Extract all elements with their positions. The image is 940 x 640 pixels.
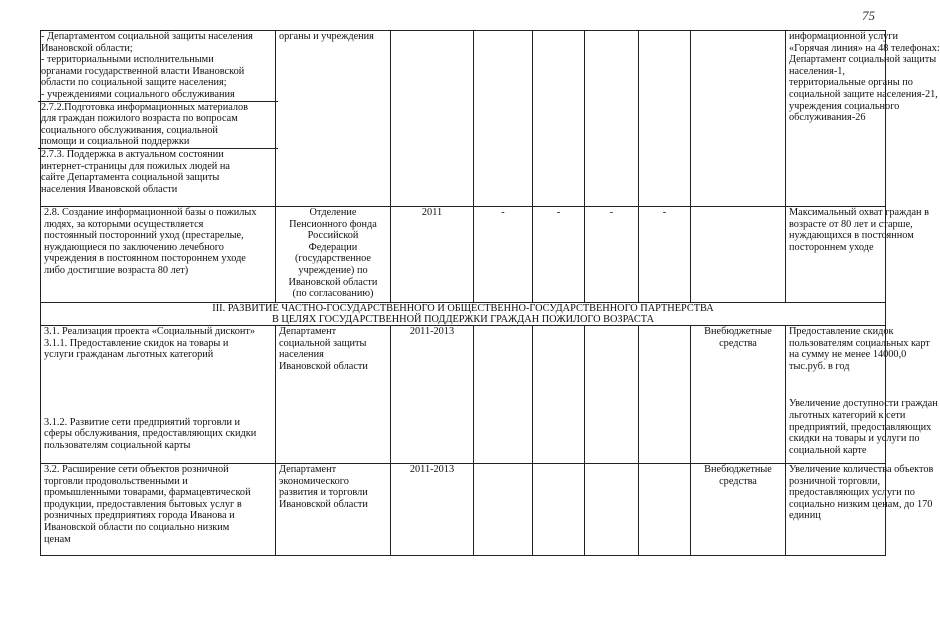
text-line: обслуживания-26 <box>789 112 866 124</box>
text-line: возрасте от 80 лет и старше, <box>789 218 913 230</box>
row2-source-cell <box>691 207 786 303</box>
row1-fund-cell-2 <box>533 31 585 207</box>
text-line: социального обслуживания, социальной <box>41 124 218 136</box>
text-line: социально низким ценам, до 170 <box>789 498 933 510</box>
table-row <box>41 326 886 464</box>
sub-block-2-7-2 <box>38 101 278 148</box>
text-line: Увеличение доступности граждан <box>789 398 938 410</box>
text-line: социальной карте <box>789 444 867 456</box>
text-line: сферы обслуживания, предоставляющих скидки <box>44 428 257 440</box>
text-line: (по согласованию) <box>292 288 374 300</box>
text-line: Максимальный охват граждан в <box>789 207 929 218</box>
row2-fund-cell-1: - <box>474 207 533 303</box>
row1-fund-cell-3 <box>585 31 639 207</box>
text-line: единиц <box>789 510 821 522</box>
text-line: населения-1, <box>789 65 845 77</box>
row3-fund-cell-3 <box>585 326 639 464</box>
row3-fund-cell-4 <box>639 326 691 464</box>
text-line: учреждение) по <box>298 264 368 276</box>
text-line: территориальные органы по <box>789 77 913 89</box>
text-line: - территориальными исполнительными <box>41 54 214 66</box>
row4-activity-cell <box>41 464 276 556</box>
text-line: Пенсионного фонда <box>289 218 377 230</box>
text-line: предоставляющих услуги по <box>789 487 915 499</box>
text-line: Ивановской области; <box>41 42 133 54</box>
row1-executor-cell <box>276 31 391 207</box>
sub-block-2-7-1 <box>38 31 278 101</box>
table-row <box>41 31 886 207</box>
text-line: нуждающиеся по заключению лечебного <box>44 241 224 253</box>
text-line: 3.1. Реализация проекта «Социальный дисконт» <box>44 326 256 337</box>
text-line: Предоставление скидок <box>789 326 894 337</box>
row4-year-cell: 2011-2013 <box>391 464 474 556</box>
row2-fund-cell-2: - <box>533 207 585 303</box>
row3-result-bottom <box>789 398 938 456</box>
section-heading-line-1: III. РАЗВИТИЕ ЧАСТНО-ГОСУДАРСТВЕННОГО И ОБЩЕСТВЕННО-ГОСУДАРСТВЕННОГО ПАРТНЕРСТВА <box>212 303 714 314</box>
row4-result-cell <box>786 464 934 556</box>
row3-source-cell <box>691 326 786 464</box>
text-line: Внебюджетные <box>704 326 772 337</box>
text-line: сайте Департамента социальной защиты <box>41 172 220 184</box>
text-line: Ивановской области <box>288 276 378 288</box>
text-line: Ивановской области по социально низким <box>44 521 230 533</box>
text-line: - учреждениями социального обслуживания <box>41 88 235 100</box>
row2-result-cell <box>786 207 929 303</box>
text-line: учреждения социального <box>789 100 900 112</box>
text-line: экономического <box>279 475 349 487</box>
text-line: Российской <box>307 230 359 242</box>
text-line: интернет-страницы для пожилых людей на <box>41 160 230 172</box>
text-line: 3.1.1. Предоставление скидок на товары и <box>44 337 229 349</box>
row2-executor-cell <box>276 207 391 303</box>
row3-activity-cell <box>41 326 276 464</box>
row1-activity-cell <box>41 31 276 207</box>
row3-result-cell <box>786 326 938 464</box>
row3-activity-bottom <box>44 417 272 452</box>
text-line: пользователям социальных карт <box>789 337 930 349</box>
text-line: либо достигшие возраста 80 лет) <box>44 264 189 276</box>
text-line: 2.7.3. Поддержка в актуальном состоянии <box>41 148 224 160</box>
row1-fund-cell-4 <box>639 31 691 207</box>
text-line: продукции, предоставления бытовых услуг в <box>44 498 242 510</box>
row1-source-cell <box>691 31 786 207</box>
text-line: розничных предприятиях города Иванова и <box>44 510 235 522</box>
text-line: на сумму не менее 14000,0 <box>789 349 907 361</box>
text-line: Департамент социальной защиты <box>789 54 937 66</box>
text-line: органами государственной власти Ивановской <box>41 65 245 77</box>
row3-fund-cell-1 <box>474 326 533 464</box>
row3-activity-top <box>44 326 272 361</box>
row4-fund-cell-1 <box>474 464 533 556</box>
text-line: органы и учреждения <box>279 31 374 42</box>
row4-fund-cell-4 <box>639 464 691 556</box>
text-line: Увеличение количества объектов <box>789 464 934 475</box>
text-line: области по социальной защите населения; <box>41 77 227 89</box>
row4-executor-cell <box>276 464 391 556</box>
section-heading-line-2: В ЦЕЛЯХ ГОСУДАРСТВЕННОЙ ПОДДЕРЖКИ ГРАЖДАН ПОЖИЛОГО ВОЗРАСТА <box>271 314 655 325</box>
section-heading <box>41 303 886 326</box>
row3-executor-cell <box>276 326 391 464</box>
text-line: «Горячая линия» на 48 телефонах: <box>789 42 940 54</box>
row1-year-cell <box>391 31 474 207</box>
text-line: информационной услуги <box>789 31 899 42</box>
page-number: 75 <box>862 8 875 23</box>
text-line: Федерации <box>308 241 358 253</box>
text-line: нуждающихся в постоянном <box>789 230 914 242</box>
text-line: людях, за которыми осуществляется <box>44 218 204 230</box>
row4-source-cell <box>691 464 786 556</box>
program-table <box>40 30 940 556</box>
sub-block-2-7-3 <box>38 148 278 195</box>
text-line: населения Ивановской области <box>41 183 178 195</box>
text-line: Ивановской области <box>279 360 368 372</box>
text-line: розничной торговли, <box>789 475 881 487</box>
text-line: предприятий, предоставляющих <box>789 421 932 433</box>
text-line: ценам <box>44 533 71 545</box>
text-line: Отделение <box>309 207 357 218</box>
text-line: Ивановской области <box>279 498 368 510</box>
section-header-row <box>41 303 886 326</box>
text-line: - Департаментом социальной защиты населения <box>41 31 253 42</box>
text-line: 2.8. Создание информационной базы о пожилых <box>44 207 257 218</box>
text-line: населения <box>279 349 324 361</box>
text-line: постоянный посторонний уход (престарелые, <box>44 230 244 242</box>
text-line: пользователям социальной карты <box>44 439 191 451</box>
row2-activity-cell <box>41 207 276 303</box>
row4-fund-cell-2 <box>533 464 585 556</box>
text-line: Департамент <box>279 464 337 475</box>
text-line: тыс.руб. в год <box>789 360 850 372</box>
text-line: льготных категорий к сети <box>789 409 906 421</box>
text-line: 3.1.2. Развитие сети предприятий торговли и <box>44 416 241 428</box>
table-row <box>41 207 886 303</box>
row1-result-cell <box>786 31 940 207</box>
text-line: услуги гражданам льготных категорий <box>44 349 214 361</box>
text-line: учреждения в постоянном постороннем уходе <box>44 253 246 265</box>
text-line: (государственное <box>295 253 371 265</box>
row3-result-top <box>789 326 930 372</box>
row4-fund-cell-3 <box>585 464 639 556</box>
text-line: промышленными товарами, фармацевтической <box>44 487 251 499</box>
row3-fund-cell-2 <box>533 326 585 464</box>
row2-fund-cell-3: - <box>585 207 639 303</box>
text-line: социальной защите населения-21, <box>789 88 938 100</box>
row1-fund-cell-1 <box>474 31 533 207</box>
text-line: Департамент <box>279 326 337 337</box>
row2-fund-cell-4: - <box>639 207 691 303</box>
text-line: Внебюджетные <box>704 464 772 475</box>
text-line: торговли продовольственными и <box>44 475 188 487</box>
text-line: для граждан пожилого возраста по вопросам <box>41 113 238 125</box>
text-line: средства <box>719 337 757 349</box>
row3-year-cell: 2011-2013 <box>391 326 474 464</box>
row2-year-cell: 2011 <box>391 207 474 303</box>
text-line: средства <box>719 475 757 487</box>
text-line: помощи и социальной поддержки <box>41 136 190 148</box>
table-row <box>41 464 886 556</box>
text-line: развития и торговли <box>279 487 368 499</box>
text-line: 2.7.2.Подготовка информационных материалов <box>41 101 249 113</box>
text-line: постороннем уходе <box>789 241 874 253</box>
text-line: скидки на товары и услуги по <box>789 433 920 445</box>
text-line: 3.2. Расширение сети объектов розничной <box>44 464 229 475</box>
text-line: социальной защиты <box>279 337 367 349</box>
